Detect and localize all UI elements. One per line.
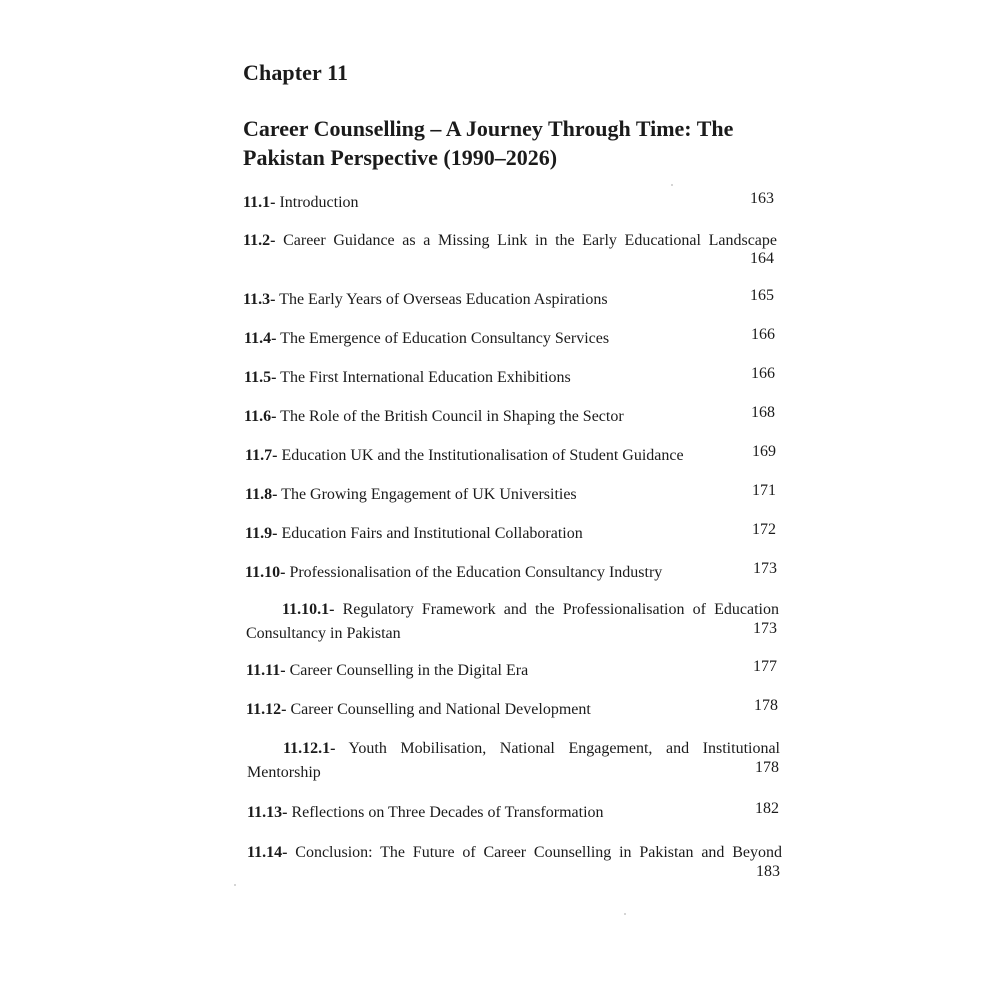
- toc-number: 11.6-: [244, 408, 277, 425]
- toc-title: Introduction: [279, 194, 359, 211]
- toc-page-number: 166: [751, 365, 775, 382]
- toc-title: Professionalisation of the Education Consultancy Industry: [289, 564, 663, 581]
- toc-number: 11.10.1-: [282, 601, 335, 618]
- toc-number: 11.11-: [246, 662, 286, 679]
- toc-page-number: 177: [753, 658, 777, 675]
- toc-title-line-1: Youth Mobilisation, National Engagement, and Institutional: [348, 740, 780, 757]
- toc-title-line-1: Regulatory Framework and the Professionalisation of Education: [342, 601, 779, 618]
- toc-entry-11-5: [244, 368, 571, 388]
- toc-page-number: 165: [750, 287, 774, 304]
- toc-entry-11-10-1: [282, 600, 779, 620]
- toc-entry-11-2: [243, 231, 777, 251]
- toc-number: 11.5-: [244, 369, 277, 386]
- toc-entry-11-9: [245, 524, 583, 544]
- toc-title: Education UK and the Institutionalisation of Student Guidance: [281, 447, 684, 464]
- toc-title: Career Counselling in the Digital Era: [289, 662, 529, 679]
- toc-page-number: 169: [752, 443, 776, 460]
- toc-entry-11-1: [243, 193, 359, 213]
- toc-number: 11.2-: [243, 232, 276, 249]
- toc-number: 11.9-: [245, 525, 278, 542]
- toc-page-number: 168: [751, 404, 775, 421]
- toc-title: Education Fairs and Institutional Collaboration: [281, 525, 583, 542]
- toc-number: 11.8-: [245, 486, 278, 503]
- toc-title: The First International Education Exhibitions: [280, 369, 571, 386]
- scan-speck: [624, 913, 626, 915]
- toc-number: 11.3-: [243, 291, 276, 308]
- scan-speck: [671, 184, 673, 186]
- toc-title: Career Guidance as a Missing Link in the Early Educational Landscape: [283, 232, 778, 249]
- toc-title: Reflections on Three Decades of Transformation: [291, 804, 604, 821]
- toc-page-number: 163: [750, 190, 774, 207]
- toc-title: The Emergence of Education Consultancy Services: [280, 330, 610, 347]
- toc-page-number: 173: [753, 560, 777, 577]
- toc-entry-11-4: [244, 329, 609, 349]
- toc-title: The Role of the British Council in Shaping the Sector: [280, 408, 624, 425]
- toc-title-line-2: Consultancy in Pakistan: [246, 625, 401, 642]
- toc-title: Conclusion: The Future of Career Counselling in Pakistan and Beyond: [295, 844, 783, 861]
- chapter-label: Chapter 11: [243, 60, 349, 85]
- toc-title-line-2: Mentorship: [247, 764, 321, 781]
- toc-page-number: 182: [755, 800, 779, 817]
- toc-page-number: 178: [755, 759, 779, 776]
- chapter-title-line-2: Pakistan Perspective (1990–2026): [243, 145, 558, 170]
- toc-entry-11-3: [243, 290, 608, 310]
- toc-number: 11.12-: [246, 701, 287, 718]
- toc-page-number: 164: [750, 250, 774, 267]
- toc-number: 11.12.1-: [283, 740, 336, 757]
- toc-page-number: 171: [752, 482, 776, 499]
- toc-entry-11-14: [247, 843, 782, 863]
- scan-speck: [234, 884, 236, 886]
- toc-entry-11-10: [245, 563, 662, 583]
- toc-number: 11.7-: [245, 447, 278, 464]
- toc-title: The Early Years of Overseas Education Aspirations: [279, 291, 608, 308]
- toc-entry-11-6: [244, 407, 624, 427]
- toc-number: 11.13-: [247, 804, 288, 821]
- toc-page-number: 166: [751, 326, 775, 343]
- toc-title: The Growing Engagement of UK Universities: [281, 486, 577, 503]
- toc-entry-11-7: [245, 446, 684, 466]
- toc-number: 11.14-: [247, 844, 288, 861]
- toc-number: 11.4-: [244, 330, 277, 347]
- toc-entry-11-13: [247, 803, 604, 823]
- toc-number: 11.10-: [245, 564, 286, 581]
- toc-entry-11-8: [245, 485, 577, 505]
- toc-entry-11-11: [246, 661, 528, 681]
- chapter-title-line-1: Career Counselling – A Journey Through Time: The: [243, 116, 734, 141]
- toc-title: Career Counselling and National Development: [290, 701, 591, 718]
- toc-page-number: 172: [752, 521, 776, 538]
- toc-number: 11.1-: [243, 194, 276, 211]
- toc-page-number: 173: [753, 620, 777, 637]
- toc-entry-11-12: [246, 700, 591, 720]
- toc-page-number: 183: [756, 863, 780, 880]
- toc-entry-11-12-1: [283, 739, 780, 759]
- toc-page-number: 178: [754, 697, 778, 714]
